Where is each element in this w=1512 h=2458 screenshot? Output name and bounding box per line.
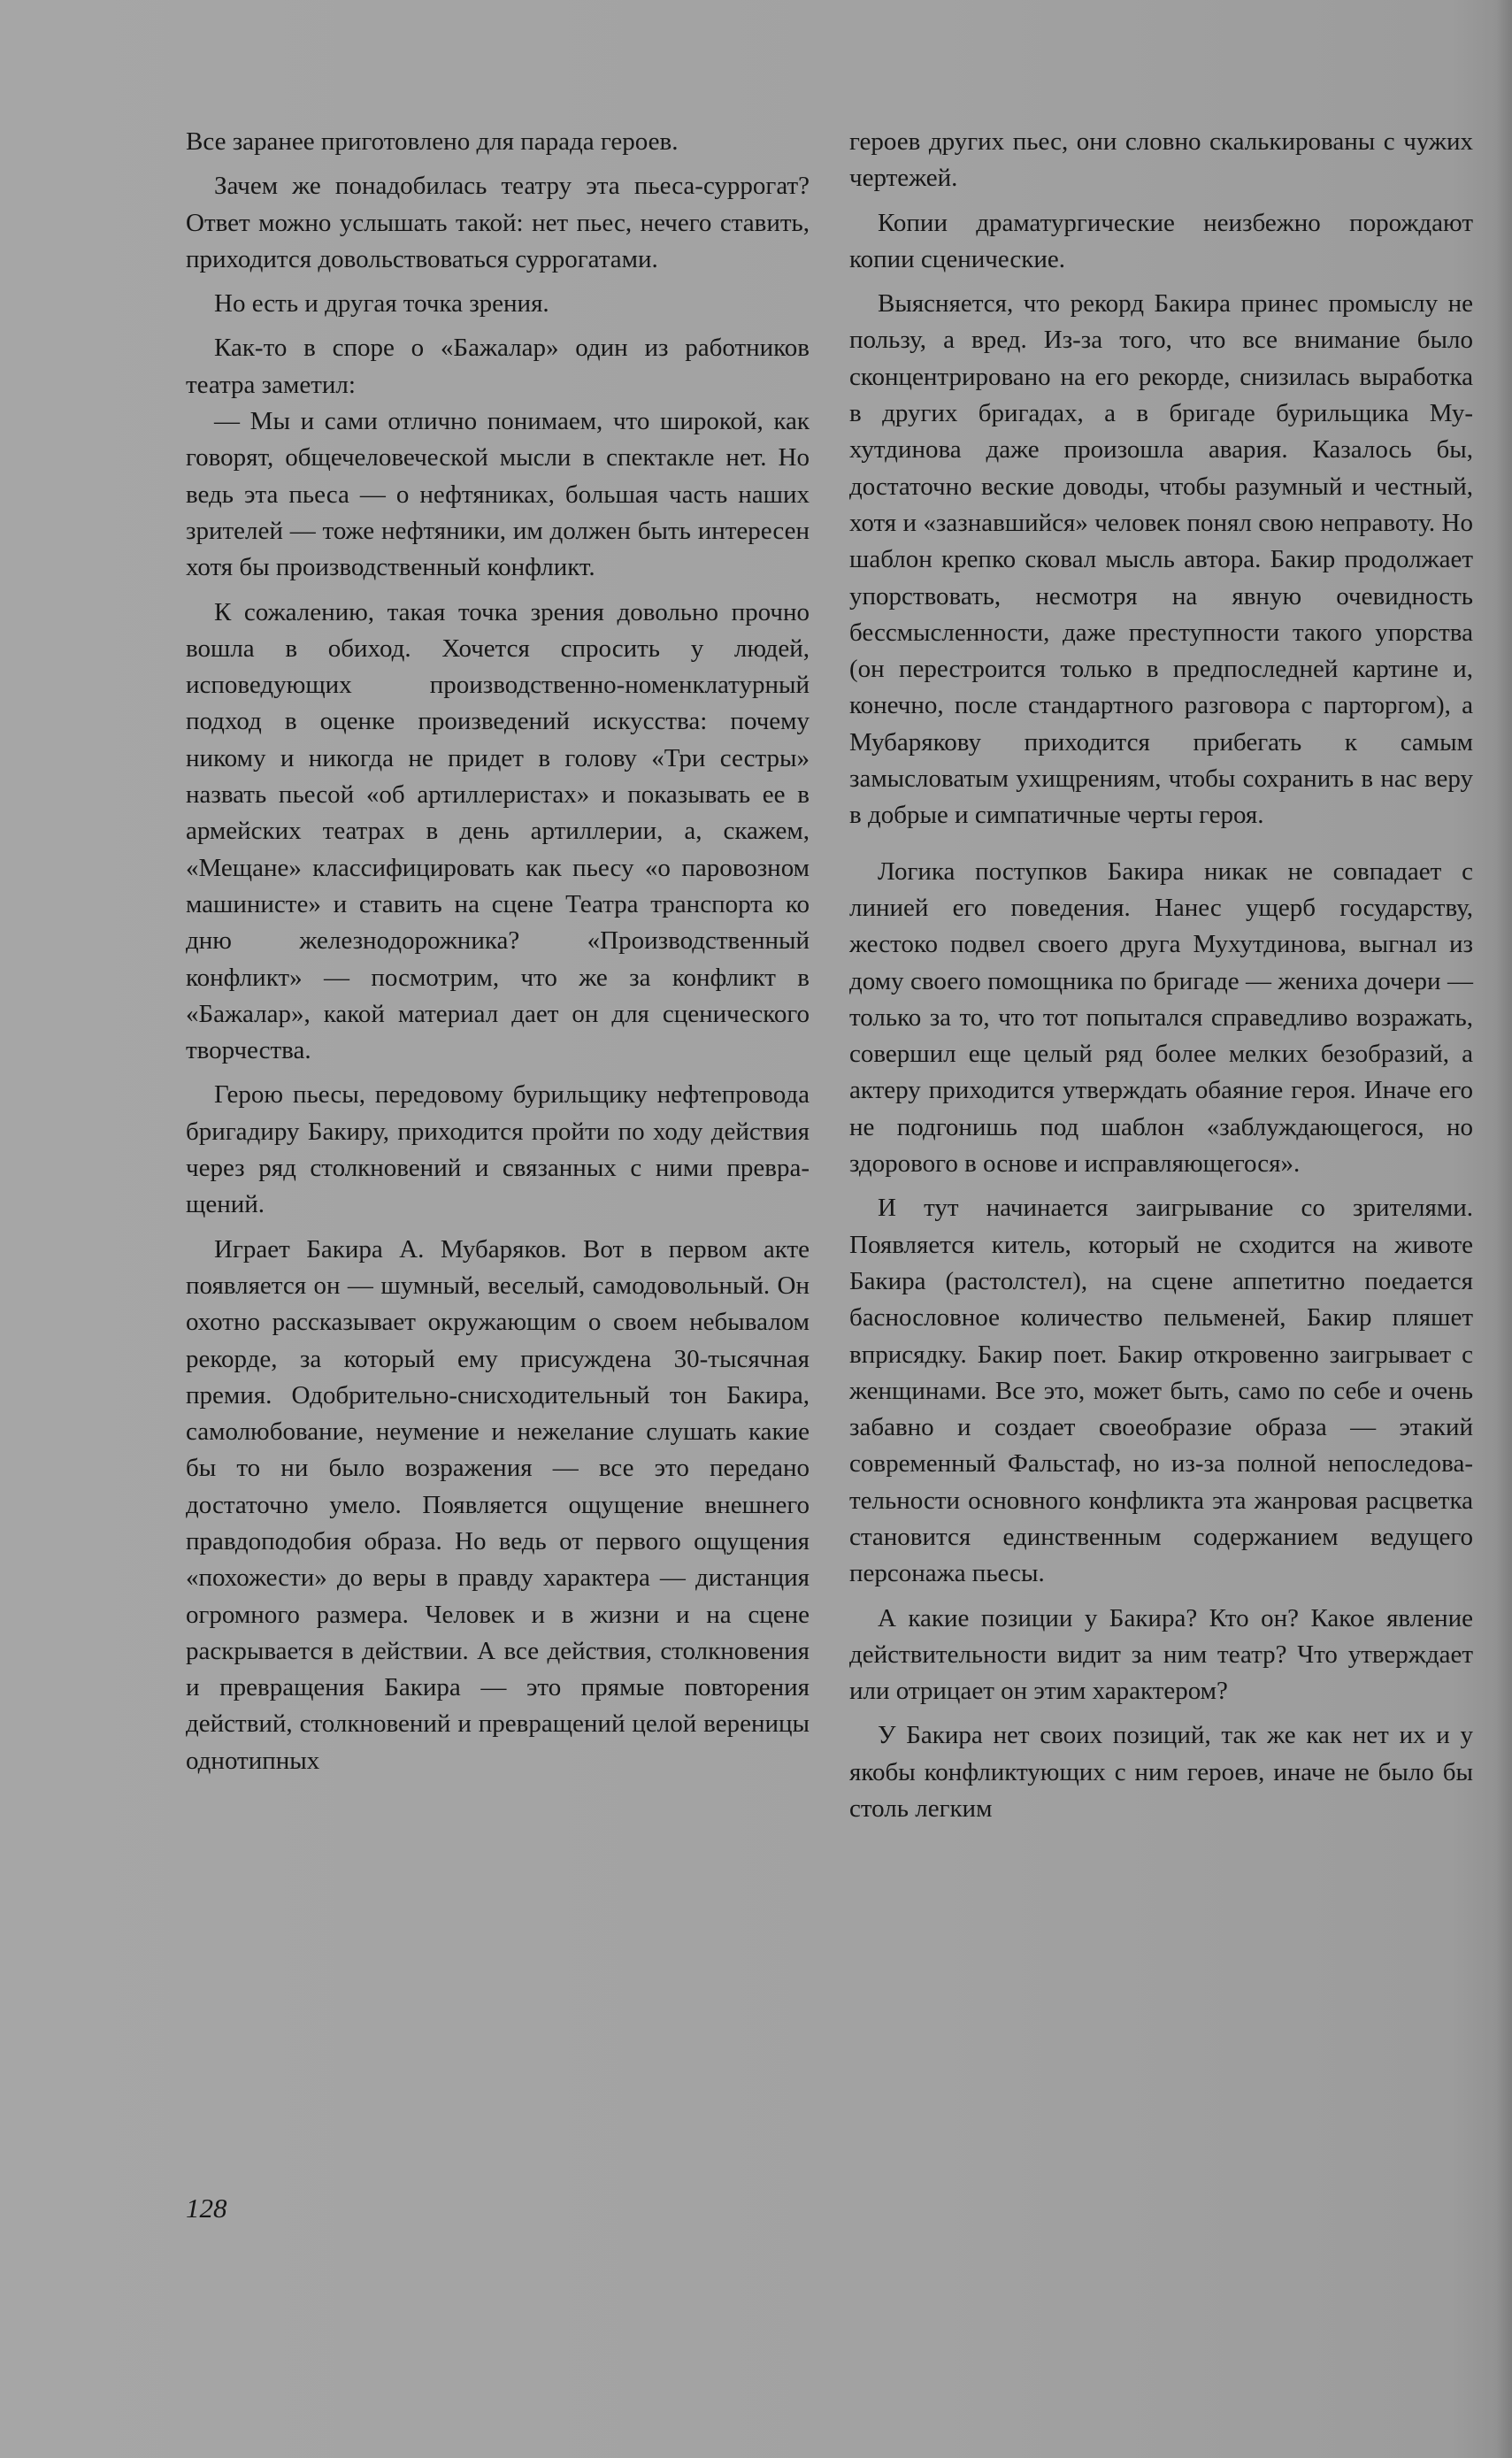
- paragraph: Зачем же понадобилась театру эта пьеса-суррогат? Ответ можно услышать такой: нет пьес, нечего ставить, приходится довольствоваться суррогатами.: [186, 172, 810, 273]
- paragraph: А какие позиции у Бакира? Кто он? Какое явление действительности видит за ним театр? Что утверждает или отрицает он этим характером?: [849, 1603, 1473, 1706]
- paragraph: К сожалению, такая точка зрения довольно прочно вошла в обиход. Хочется спросить у людей, исповедующих производственно-номенклатурный подход в оценке произведений искусства: почему никому и никогда не придет в голову «Три сестры» назвать пьесой «об артиллеристах» и показывать ее в армейских театрах в день артиллерии, а, скажем, «Мещане» классифицировать как пьесу «о паровозном машинисте» и ставить на сцене Театра транспорта ко дню железнодорожника? «Производственный конфликт» — посмотрим, что же за конфликт в «Бажалар», какой материал дает он для сценического творчества.: [186, 597, 810, 1065]
- paragraph: Выясняется, что рекорд Бакира принес промыслу не пользу, а вред. Из-за того, что все внимание было сконцентрировано на его рекорде, снизилась выработка в других бригадах, а в бригаде бурильщика Мухутдинова даже произошла авария. Казалось бы, достаточно веские доводы, чтобы разумный и честный, хотя и «зазнавшийся» человек понял свою неправоту. Но шаблон крепко сковал мысль автора. Бакир продолжает упорствовать, несмотря на явную очевидность бессмысленности, даже преступности такого упорства (он перестроится только в предпоследней картине и, конечно, после стандартного разговора с парторгом), а Мубарякову приходится прибегать к самым замысловатым ухищрениям, чтобы сохранить в нас веру в добрые и симпатичные черты героя.: [849, 289, 1473, 830]
- page-number: 128: [186, 2193, 227, 2224]
- right-column: [849, 124, 1473, 1835]
- paragraph: Логика поступков Бакира никак не совпадает с линией его поведения. Нанес ущерб государству, жестоко подвел своего друга Мухутдинова, выгнал из дому своего помощника по бригаде — жениха дочери — только за то, что тот попытался справедливо возражать, совершил еще целый ряд более мелких безобразий, а актеру приходится утверждать обаяние героя. Иначе его не подгонишь под шаблон «заблуждающегося, но здорового в основе и исправляющегося».: [849, 856, 1473, 1179]
- paragraph: И тут начинается заигрывание со зрителями. Появляется китель, который не сходится на животе Бакира (растолстел), на сцене аппетитно поедается баснословное количество пельменей, Бакир пляшет вприсядку. Бакир поет. Бакир откровенно заигрывает с женщинами. Все это, может быть, само по себе и очень забавно и создает своеобразие образа — этакий современный Фальстаф, но из-за полной непоследовательности основного конфликта эта жанровая расцветка становится единственным содержанием ведущего персонажа пьесы.: [849, 1194, 1473, 1588]
- paragraph: Как-то в споре о «Бажалар» один из работников театра заметил:: [186, 334, 810, 399]
- paragraph: У Бакира нет своих позиций, так же как нет их и у якобы конфликтующих с ним героев, иначе не было бы столь легким: [849, 1721, 1473, 1824]
- paragraph: Герою пьесы, передовому бурильщику нефтепровода бригадиру Бакиру, приходится пройти по ходу действия через ряд столкновений и связанных с ними превращений.: [186, 1080, 810, 1219]
- left-column: [186, 124, 810, 1787]
- paragraph: Все заранее приготовлено для парада героев.: [186, 127, 679, 156]
- paragraph: героев других пьес, они словно скалькированы с чужих чертежей.: [849, 127, 1473, 193]
- paragraph: — Мы и сами отлично понимаем, что широкой, как говорят, общечеловеческой мысли в спектакле нет. Но ведь эта пьеса — о нефтяниках, большая часть наших зрителей — тоже нефтяники, им должен быть интересен хотя бы производственный конфликт.: [186, 407, 810, 582]
- page-edge-shadow: [1496, 0, 1512, 2458]
- paragraph: Копии драматургические неизбежно порождают копии сценические.: [849, 208, 1473, 273]
- paragraph: Играет Бакира А. Мубаряков. Вот в первом акте появляется он — шумный, веселый, самодовольный. Он охотно рассказывает окружающим о своем небывалом рекорде, за который ему присуждена 30-тысячная премия. Одобрительно-снисходительный тон Бакира, самолюбование, неумение и нежелание слушать какие бы то ни было возражения — все это передано достаточно умело. Появляется ощущение внешнего правдоподобия образа. Но ведь от первого ощущения «похожести» до веры в правду характера — дистанция огромного размера. Человек и в жизни и на сцене раскрывается в действии. А все действия, столкновения и превращения Бакира — это прямые повторения действий, столкновений и превращений целой вереницы однотипных: [186, 1234, 810, 1775]
- paragraph: Но есть и другая точка зрения.: [214, 289, 549, 319]
